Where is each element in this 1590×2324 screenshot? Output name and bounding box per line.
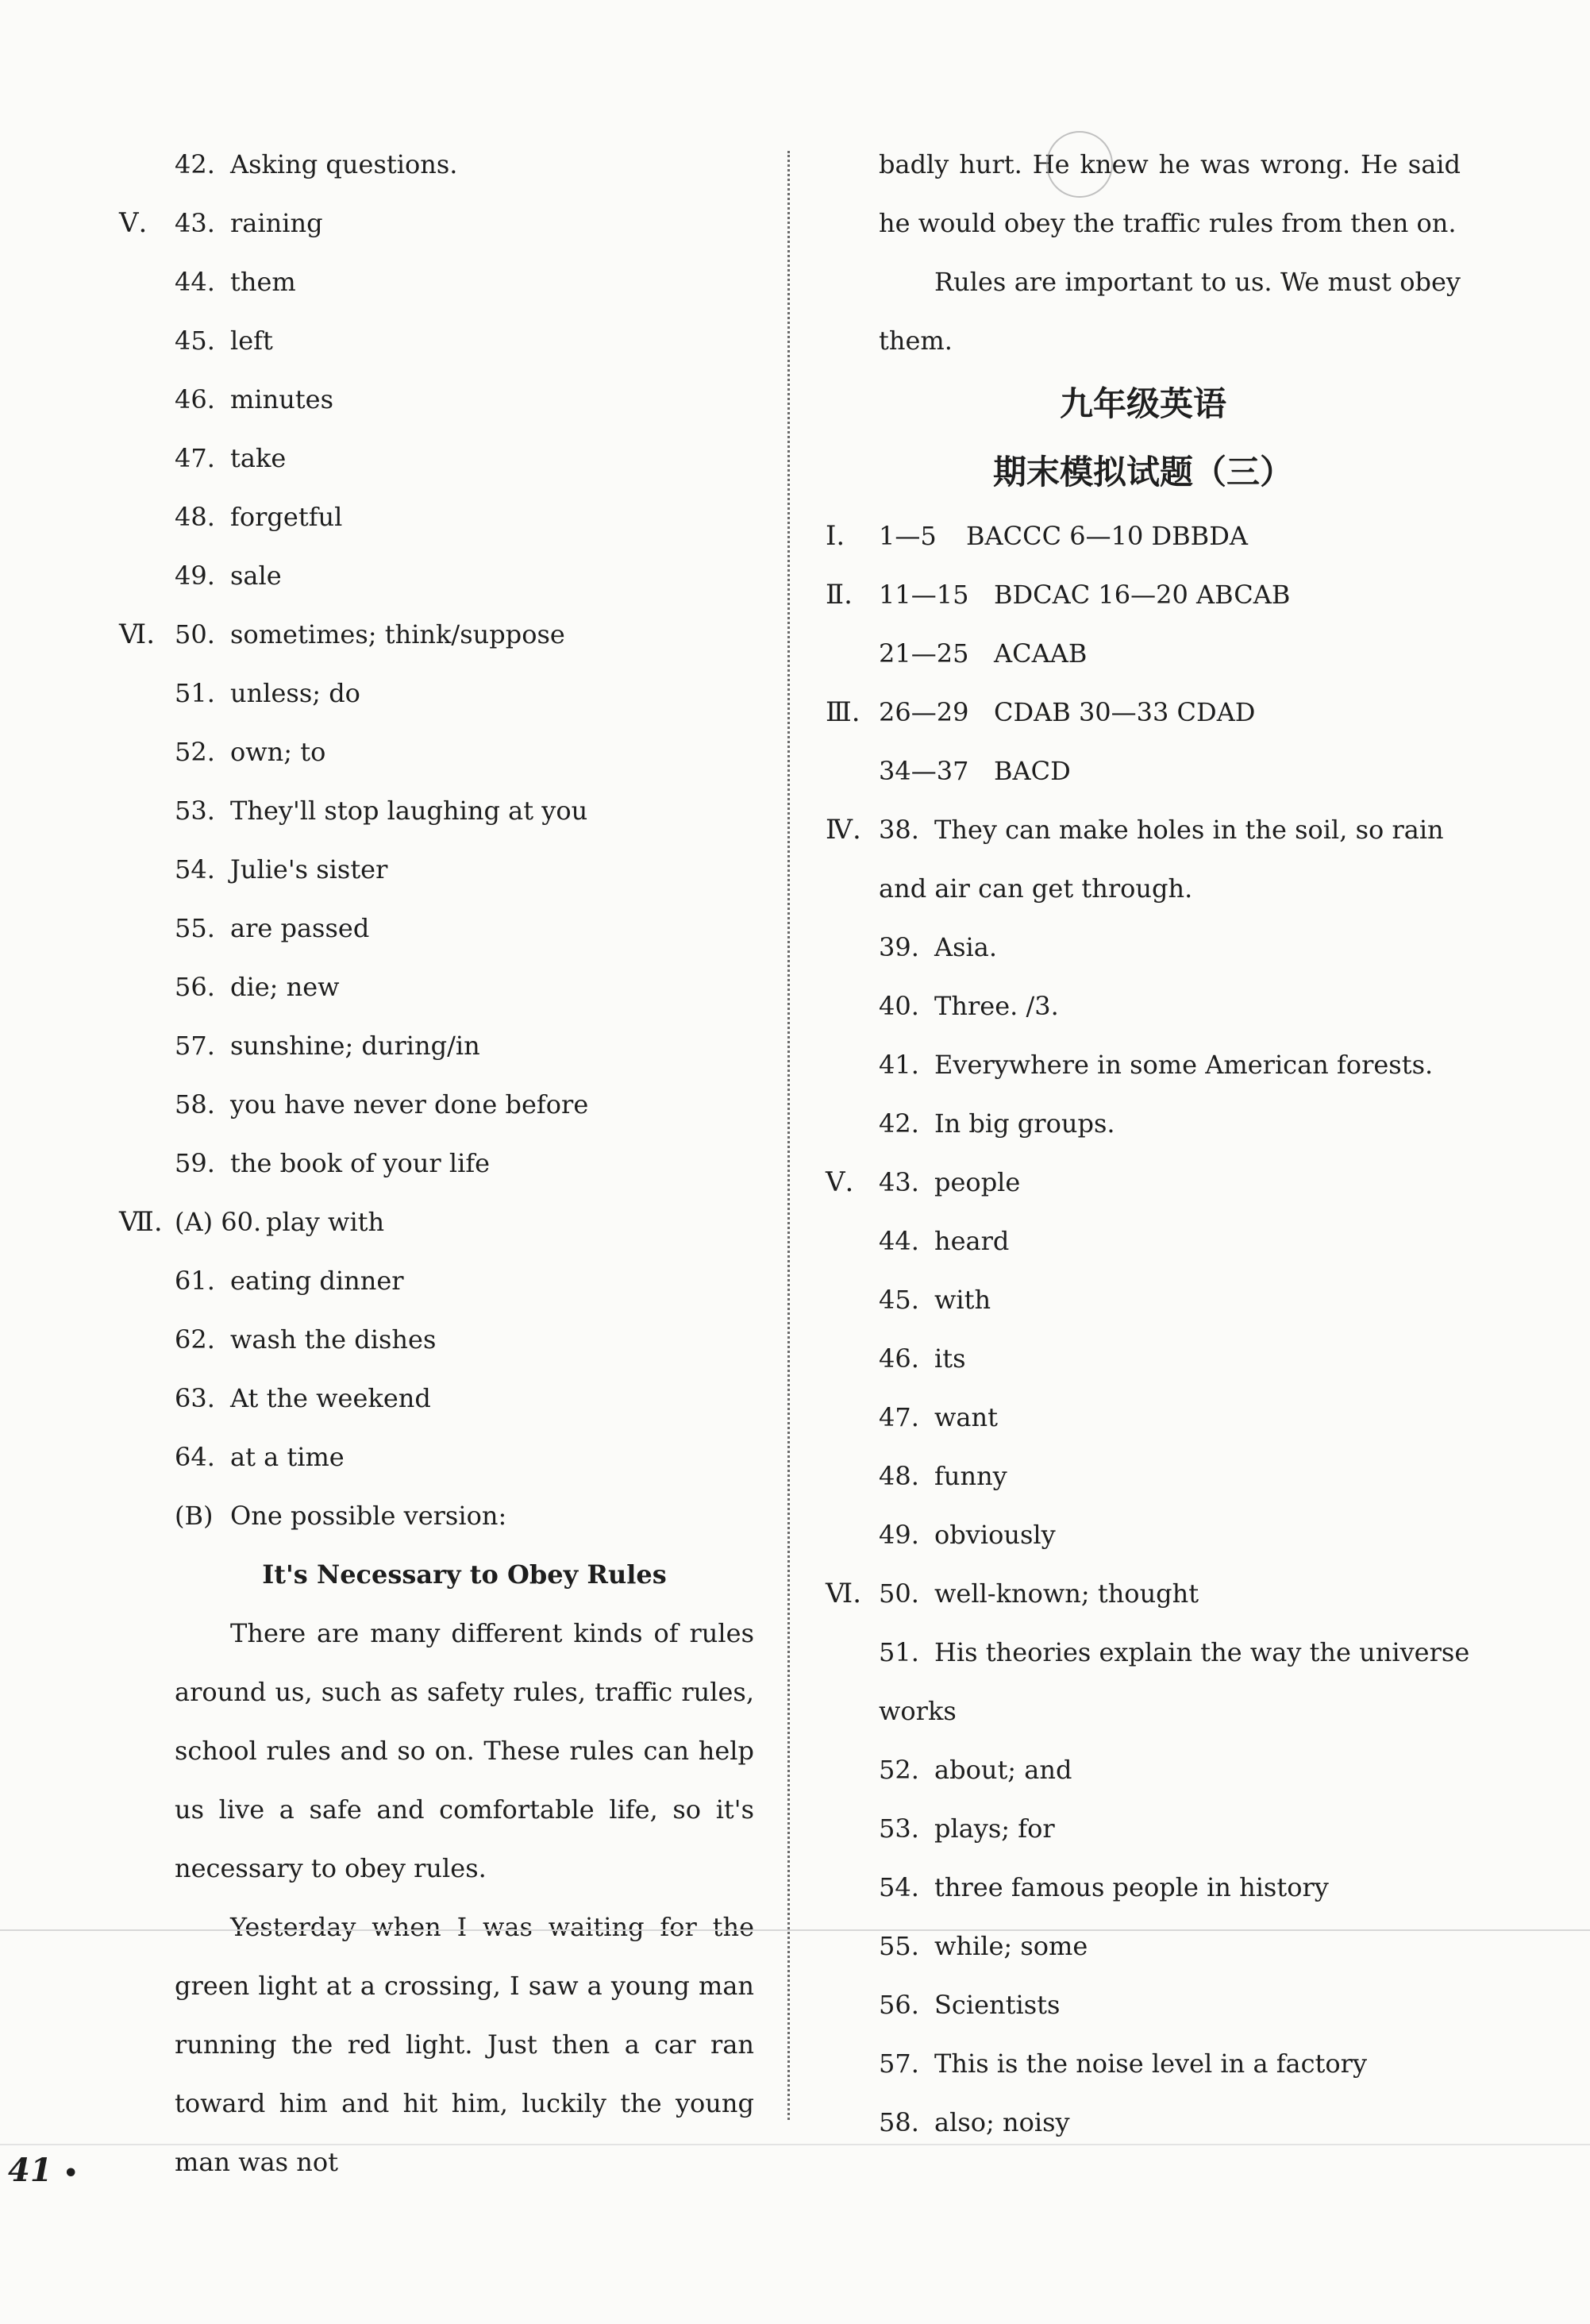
answer-line (119, 370, 754, 429)
answer-text: obviously (934, 1520, 1056, 1550)
answer-line (826, 800, 1461, 859)
answer-text: people (934, 1167, 1021, 1197)
question-number: 55. (175, 913, 215, 943)
answer-text: and air can get through. (879, 873, 1193, 904)
answer-line (826, 1270, 1461, 1329)
question-number: 57. (175, 1031, 215, 1061)
answer-text: minutes (230, 384, 334, 414)
question-number: 49. (175, 561, 215, 591)
question-number: 38. (879, 815, 919, 845)
answer-text: eating dinner (230, 1266, 404, 1296)
answer-line (826, 1917, 1461, 1975)
faint-stamp-mark (1046, 131, 1113, 198)
question-number: 51. (175, 678, 215, 708)
answer-text: while; some (934, 1931, 1088, 1961)
answer-text: take (230, 443, 287, 473)
answer-line (119, 781, 754, 840)
answer-line (119, 1075, 754, 1134)
answer-line (826, 1388, 1461, 1447)
answer-text: works (879, 1696, 957, 1726)
question-number: 58. (175, 1089, 215, 1120)
question-number: 45. (879, 1285, 919, 1315)
question-number: 47. (879, 1402, 919, 1432)
answer-line (826, 1447, 1461, 1505)
answer-text: CDAB 30—33 CDAD (994, 697, 1256, 727)
question-number: 48. (175, 502, 215, 532)
answer-text: BACCC 6—10 DBBDA (966, 521, 1248, 551)
answer-line (826, 1623, 1470, 1682)
answer-text: funny (934, 1461, 1007, 1491)
answer-text: sale (230, 561, 282, 591)
question-number: 46. (175, 384, 215, 414)
answer-text: sunshine; during/in (230, 1031, 480, 1061)
section-roman: Ⅴ. (826, 1166, 854, 1198)
answer-text: They'll stop laughing at you (230, 796, 588, 826)
question-number: 11—15 (879, 580, 969, 610)
answer-line (826, 1858, 1461, 1917)
answer-text: also; noisy (934, 2107, 1070, 2137)
page-number (8, 2152, 79, 2189)
answer-line (119, 1428, 754, 1486)
answer-text: left (230, 326, 273, 356)
answer-text: Julie's sister (230, 854, 388, 885)
answer-line (119, 723, 754, 781)
test-title-exam: 期末模拟试题（三） (992, 453, 1293, 491)
answer-line (119, 488, 754, 546)
answer-line (826, 1212, 1461, 1270)
essay-title: It's Necessary to Obey Rules (262, 1559, 667, 1590)
answer-text: forgetful (230, 502, 343, 532)
page-bottom-rule (0, 2144, 1590, 2145)
answer-line (826, 1975, 1461, 2034)
answer-line (119, 311, 754, 370)
answer-text: are passed (230, 913, 370, 943)
answer-text: you have never done before (230, 1089, 589, 1120)
answer-text: about; and (934, 1755, 1072, 1785)
answer-text: wash the dishes (230, 1324, 437, 1355)
question-number: 53. (175, 796, 215, 826)
question-number: 61. (175, 1266, 215, 1296)
question-number: 21—25 (879, 638, 969, 669)
answer-line (826, 1329, 1461, 1388)
answer-text: Three. /3. (934, 991, 1059, 1021)
question-number: 1—5 (879, 521, 937, 551)
answer-line (119, 664, 754, 723)
answer-text: In big groups. (934, 1108, 1115, 1139)
question-number: 56. (175, 972, 215, 1002)
answer-line (119, 252, 754, 311)
answer-text: Asia. (934, 932, 998, 962)
answer-line (826, 1740, 1461, 1799)
section-roman: Ⅱ. (826, 579, 853, 611)
question-number: 63. (175, 1383, 215, 1413)
answer-line (826, 918, 1461, 977)
question-number: 46. (879, 1343, 919, 1374)
answer-line (826, 742, 1461, 800)
answer-line (826, 1564, 1461, 1623)
answer-text: This is the noise level in a factory (934, 2048, 1368, 2079)
essay-paragraph: Rules are important to us. We must obey them. (879, 267, 1461, 356)
answer-text: sometimes; think/suppose (230, 619, 565, 649)
question-number: 62. (175, 1324, 215, 1355)
essay-body (175, 1604, 754, 2191)
answer-text: at a time (230, 1442, 345, 1472)
answer-line (119, 1134, 754, 1193)
essay-paragraph: There are many different kinds of rules around us, such as safety rules, traffic rules, school rules and so on. These rules can help us live a safe and comfortable life, so it's necessary to obey rules. (175, 1618, 754, 1883)
answer-line (119, 1369, 754, 1428)
section-roman: Ⅳ. (826, 814, 861, 846)
answer-text: play with (266, 1207, 385, 1237)
answer-text: His theories explain the way the universe (934, 1637, 1470, 1667)
answer-text: unless; do (230, 678, 360, 708)
question-number: 59. (175, 1148, 215, 1178)
question-number: 42. (175, 149, 215, 179)
answer-text: raining (230, 208, 323, 238)
question-number: 47. (175, 443, 215, 473)
answer-line (119, 429, 754, 488)
question-number: 64. (175, 1442, 215, 1472)
question-number: 50. (175, 619, 215, 649)
question-number: 52. (175, 737, 215, 767)
answer-line (826, 1799, 1461, 1858)
answer-text: them (230, 267, 296, 297)
question-number: 41. (879, 1050, 919, 1080)
answer-line (119, 899, 754, 958)
question-number: 40. (879, 991, 919, 1021)
answer-line (119, 135, 754, 194)
question-number: 52. (879, 1755, 919, 1785)
answer-line (826, 1505, 1461, 1564)
answer-text: Scientists (934, 1990, 1061, 2020)
answer-line (826, 859, 1461, 918)
question-number: 53. (879, 1813, 919, 1844)
section-roman: Ⅴ. (119, 207, 148, 239)
question-number: 50. (879, 1578, 919, 1609)
question-number: 34—37 (879, 756, 969, 786)
question-number: 26—29 (879, 697, 969, 727)
question-number: 45. (175, 326, 215, 356)
answer-line (119, 1193, 754, 1251)
question-number: 44. (879, 1226, 919, 1256)
question-number: 43. (879, 1167, 919, 1197)
section-roman: Ⅵ. (119, 619, 156, 650)
answer-text: They can make holes in the soil, so rain (934, 815, 1444, 845)
scan-fold-line (0, 1929, 1590, 1931)
section-roman: Ⅵ. (826, 1578, 862, 1609)
question-number: 44. (175, 267, 215, 297)
answer-text: Asking questions. (230, 149, 458, 179)
test-title-grade: 九年级英语 (1059, 384, 1226, 423)
answer-line (119, 194, 754, 252)
answer-line (119, 1310, 754, 1369)
page-number-text: 41 (8, 2152, 52, 2189)
answer-text: own; to (230, 737, 326, 767)
question-number: 58. (879, 2107, 919, 2137)
answer-text: with (934, 1285, 991, 1315)
question-number: 54. (879, 1872, 919, 1902)
answer-line (119, 1016, 754, 1075)
right-column (826, 135, 1470, 2152)
question-number: (B) (175, 1501, 214, 1531)
answer-text: Everywhere in some American forests. (934, 1050, 1434, 1080)
answer-line (119, 546, 754, 605)
question-number: 56. (879, 1990, 919, 2020)
answer-text: One possible version: (230, 1501, 507, 1531)
question-number: (A) 60. (175, 1207, 262, 1237)
essay-continuation (879, 135, 1461, 370)
answer-text: three famous people in history (934, 1872, 1329, 1902)
answer-line (119, 840, 754, 899)
answer-line (826, 2034, 1461, 2093)
answer-line (119, 605, 754, 664)
question-number: 48. (879, 1461, 919, 1491)
answer-line (119, 958, 754, 1016)
question-number: 42. (879, 1108, 919, 1139)
answer-line (826, 977, 1461, 1035)
answer-text: its (934, 1343, 966, 1374)
answer-line (826, 565, 1461, 624)
answer-line (826, 507, 1461, 565)
left-column (119, 135, 754, 2191)
question-number: 49. (879, 1520, 919, 1550)
answer-text: BACD (994, 756, 1071, 786)
answer-line (826, 1682, 1461, 1740)
answer-line (826, 624, 1461, 683)
answer-text: heard (934, 1226, 1010, 1256)
answer-line (119, 1251, 754, 1310)
question-number: 43. (175, 208, 215, 238)
answer-text: At the weekend (230, 1383, 431, 1413)
answer-line (826, 683, 1461, 742)
answer-text: BDCAC 16—20 ABCAB (994, 580, 1291, 610)
section-roman: Ⅲ. (826, 696, 860, 728)
section-roman: Ⅰ. (826, 520, 845, 552)
answer-text: well-known; thought (934, 1578, 1199, 1609)
question-number: 51. (879, 1637, 919, 1667)
answer-text: want (934, 1402, 998, 1432)
question-number: 57. (879, 2048, 919, 2079)
section-roman: Ⅶ. (119, 1206, 163, 1238)
page-number-dot: • (63, 2160, 79, 2187)
answer-text: ACAAB (994, 638, 1088, 669)
question-number: 55. (879, 1931, 919, 1961)
essay-paragraph: Yesterday when I was waiting for the green light at a crossing, I saw a young man running the red light. Just then a car ran toward him and hit him, luckily the young man was not (175, 1912, 754, 2177)
answer-line (826, 2093, 1461, 2152)
answer-text: die; new (230, 972, 340, 1002)
answer-text: plays; for (934, 1813, 1055, 1844)
question-number: 39. (879, 932, 919, 962)
answer-line (826, 1094, 1461, 1153)
answer-text: the book of your life (230, 1148, 491, 1178)
answer-line (826, 1153, 1461, 1212)
answer-line (119, 1486, 754, 1545)
column-divider (787, 151, 790, 2120)
answer-line (826, 1035, 1461, 1094)
question-number: 54. (175, 854, 215, 885)
essay-paragraph: badly hurt. He knew he was wrong. He said he would obey the traffic rules from then on. (879, 149, 1461, 238)
